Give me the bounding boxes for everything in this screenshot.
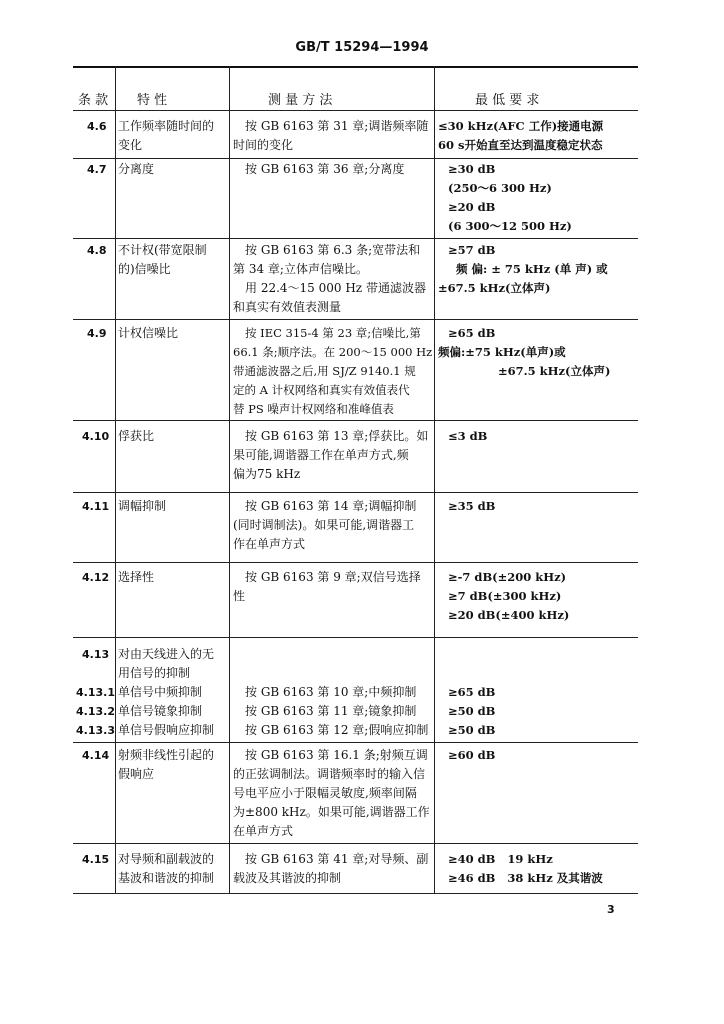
header-bottom-rule: [73, 110, 638, 111]
method-cell: 按 GB 6163 第 14 章;调幅抑制 (同时调制法)。如果可能,调谐器工 作在单声方式: [233, 499, 417, 551]
characteristic-cell: 射频非线性引起的 假响应: [118, 748, 215, 781]
column-header-characteristic: 特 性: [137, 93, 168, 108]
requirement-cell: ≥40 dB 19 kHz ≥46 dB 38 kHz 及其谐波: [448, 852, 603, 885]
method-cell: 按 GB 6163 第 36 章;分离度: [245, 162, 405, 176]
clause-number: 4.8: [87, 244, 107, 257]
clause-number: 4.15: [82, 853, 110, 866]
clause-number: 4.7: [87, 163, 107, 176]
characteristic-cell: 分离度: [118, 162, 155, 176]
row-divider: [73, 492, 638, 493]
table-top-rule: [73, 66, 638, 68]
characteristic-cell: 俘获比: [118, 429, 155, 443]
clause-number: 4.12: [82, 571, 110, 584]
column-divider: [115, 66, 116, 893]
requirement-cell: ≥50 dB: [448, 704, 496, 718]
page-number: 3: [607, 903, 615, 916]
method-cell: 按 GB 6163 第 13 章;俘获比。如 果可能,调谐器工作在单声方式,频 偏为75 kHz: [233, 429, 429, 481]
requirement-cell: ≥65 dB: [448, 685, 496, 699]
column-header-requirement: 最 低 要 求: [475, 93, 540, 108]
method-cell: 按 GB 6163 第 41 章;对导频、副 载波及其谐波的抑制: [233, 852, 429, 885]
column-header-method: 测 量 方 法: [268, 93, 333, 108]
characteristic-cell: 对由天线进入的无 用信号的抑制: [118, 647, 215, 680]
clause-number: 4.14: [82, 749, 110, 762]
requirement-cell: ≥65 dB 频偏:±75 kHz(单声)或 ±67.5 kHz(立体声): [438, 326, 611, 378]
row-divider: [73, 742, 638, 743]
characteristic-cell: 不计权(带宽限制 的)信噪比: [118, 243, 207, 276]
requirement-cell: ≥30 dB (250～6 300 Hz) ≥20 dB (6 300～12 500 Hz): [448, 162, 572, 233]
clause-number: 4.13.2: [76, 705, 115, 718]
method-cell: 按 GB 6163 第 10 章;中频抑制: [245, 685, 417, 699]
requirement-cell: ≥57 dB 频 偏: ± 75 kHz (单 声) 或 ±67.5 kHz(立体声): [438, 243, 608, 295]
row-divider: [73, 562, 638, 563]
clause-number: 4.13.3: [76, 724, 115, 737]
requirement-cell: ≥60 dB: [448, 748, 496, 762]
method-cell: 按 IEC 315-4 第 23 章;信噪比,第 66.1 条;顺序法。在 200～15 000 Hz 带通滤波器之后,用 SJ/Z 9140.1 规 定的 A 计权网络和真实有效值表代 替 PS 噪声计权网络和准峰值表: [233, 326, 433, 416]
requirement-cell: ≥-7 dB(±200 kHz) ≥7 dB(±300 kHz) ≥20 dB(±400 kHz): [448, 570, 570, 622]
method-cell: 按 GB 6163 第 12 章;假响应抑制: [245, 723, 429, 737]
requirement-cell: ≤3 dB: [448, 429, 488, 443]
characteristic-cell: 计权信噪比: [118, 326, 179, 340]
method-cell: 按 GB 6163 第 31 章;调谐频率随 时间的变化: [233, 119, 429, 152]
characteristic-cell: 工作频率随时间的 变化: [118, 119, 215, 152]
column-divider: [434, 66, 435, 893]
row-divider: [73, 319, 638, 320]
requirement-cell: ≤30 kHz(AFC 工作)接通电源 60 s开始直至达到温度稳定状态: [438, 119, 604, 152]
row-divider: [73, 420, 638, 421]
standard-number-header: GB/T 15294—1994: [295, 40, 429, 55]
method-cell: 按 GB 6163 第 9 章;双信号选择 性: [233, 570, 421, 603]
row-divider: [73, 238, 638, 239]
characteristic-cell: 调幅抑制: [118, 499, 167, 513]
column-header-clause: 条 款: [78, 93, 109, 108]
characteristic-cell: 对导频和副载波的 基波和谐波的抑制: [118, 852, 215, 885]
characteristic-cell: 选择性: [118, 570, 155, 584]
row-divider: [73, 637, 638, 638]
clause-number: 4.13: [82, 648, 110, 661]
clause-number: 4.13.1: [76, 686, 115, 699]
characteristic-cell: 单信号中频抑制: [118, 685, 203, 699]
clause-number: 4.11: [82, 500, 110, 513]
method-cell: 按 GB 6163 第 6.3 条;宽带法和 第 34 章;立体声信噪比。 用 22.4～15 000 Hz 带通滤波器 和真实有效值表测量: [233, 243, 426, 314]
clause-number: 4.9: [87, 327, 107, 340]
clause-number: 4.6: [87, 120, 107, 133]
method-cell: 按 GB 6163 第 11 章;镜象抑制: [245, 704, 417, 718]
column-divider: [229, 66, 230, 893]
row-divider: [73, 843, 638, 844]
row-divider: [73, 158, 638, 159]
requirement-cell: ≥50 dB: [448, 723, 496, 737]
characteristic-cell: 单信号假响应抑制: [118, 723, 215, 737]
table-bottom-rule: [73, 893, 638, 894]
requirement-cell: ≥35 dB: [448, 499, 496, 513]
clause-number: 4.10: [82, 430, 110, 443]
characteristic-cell: 单信号镜象抑制: [118, 704, 203, 718]
method-cell: 按 GB 6163 第 16.1 条;射频互调 的正弦调制法。调谐频率时的输入信 号电平应小于限幅灵敏度,频率间隔 为±800 kHz。如果可能,调谐器工作 在单声方式: [233, 748, 430, 838]
